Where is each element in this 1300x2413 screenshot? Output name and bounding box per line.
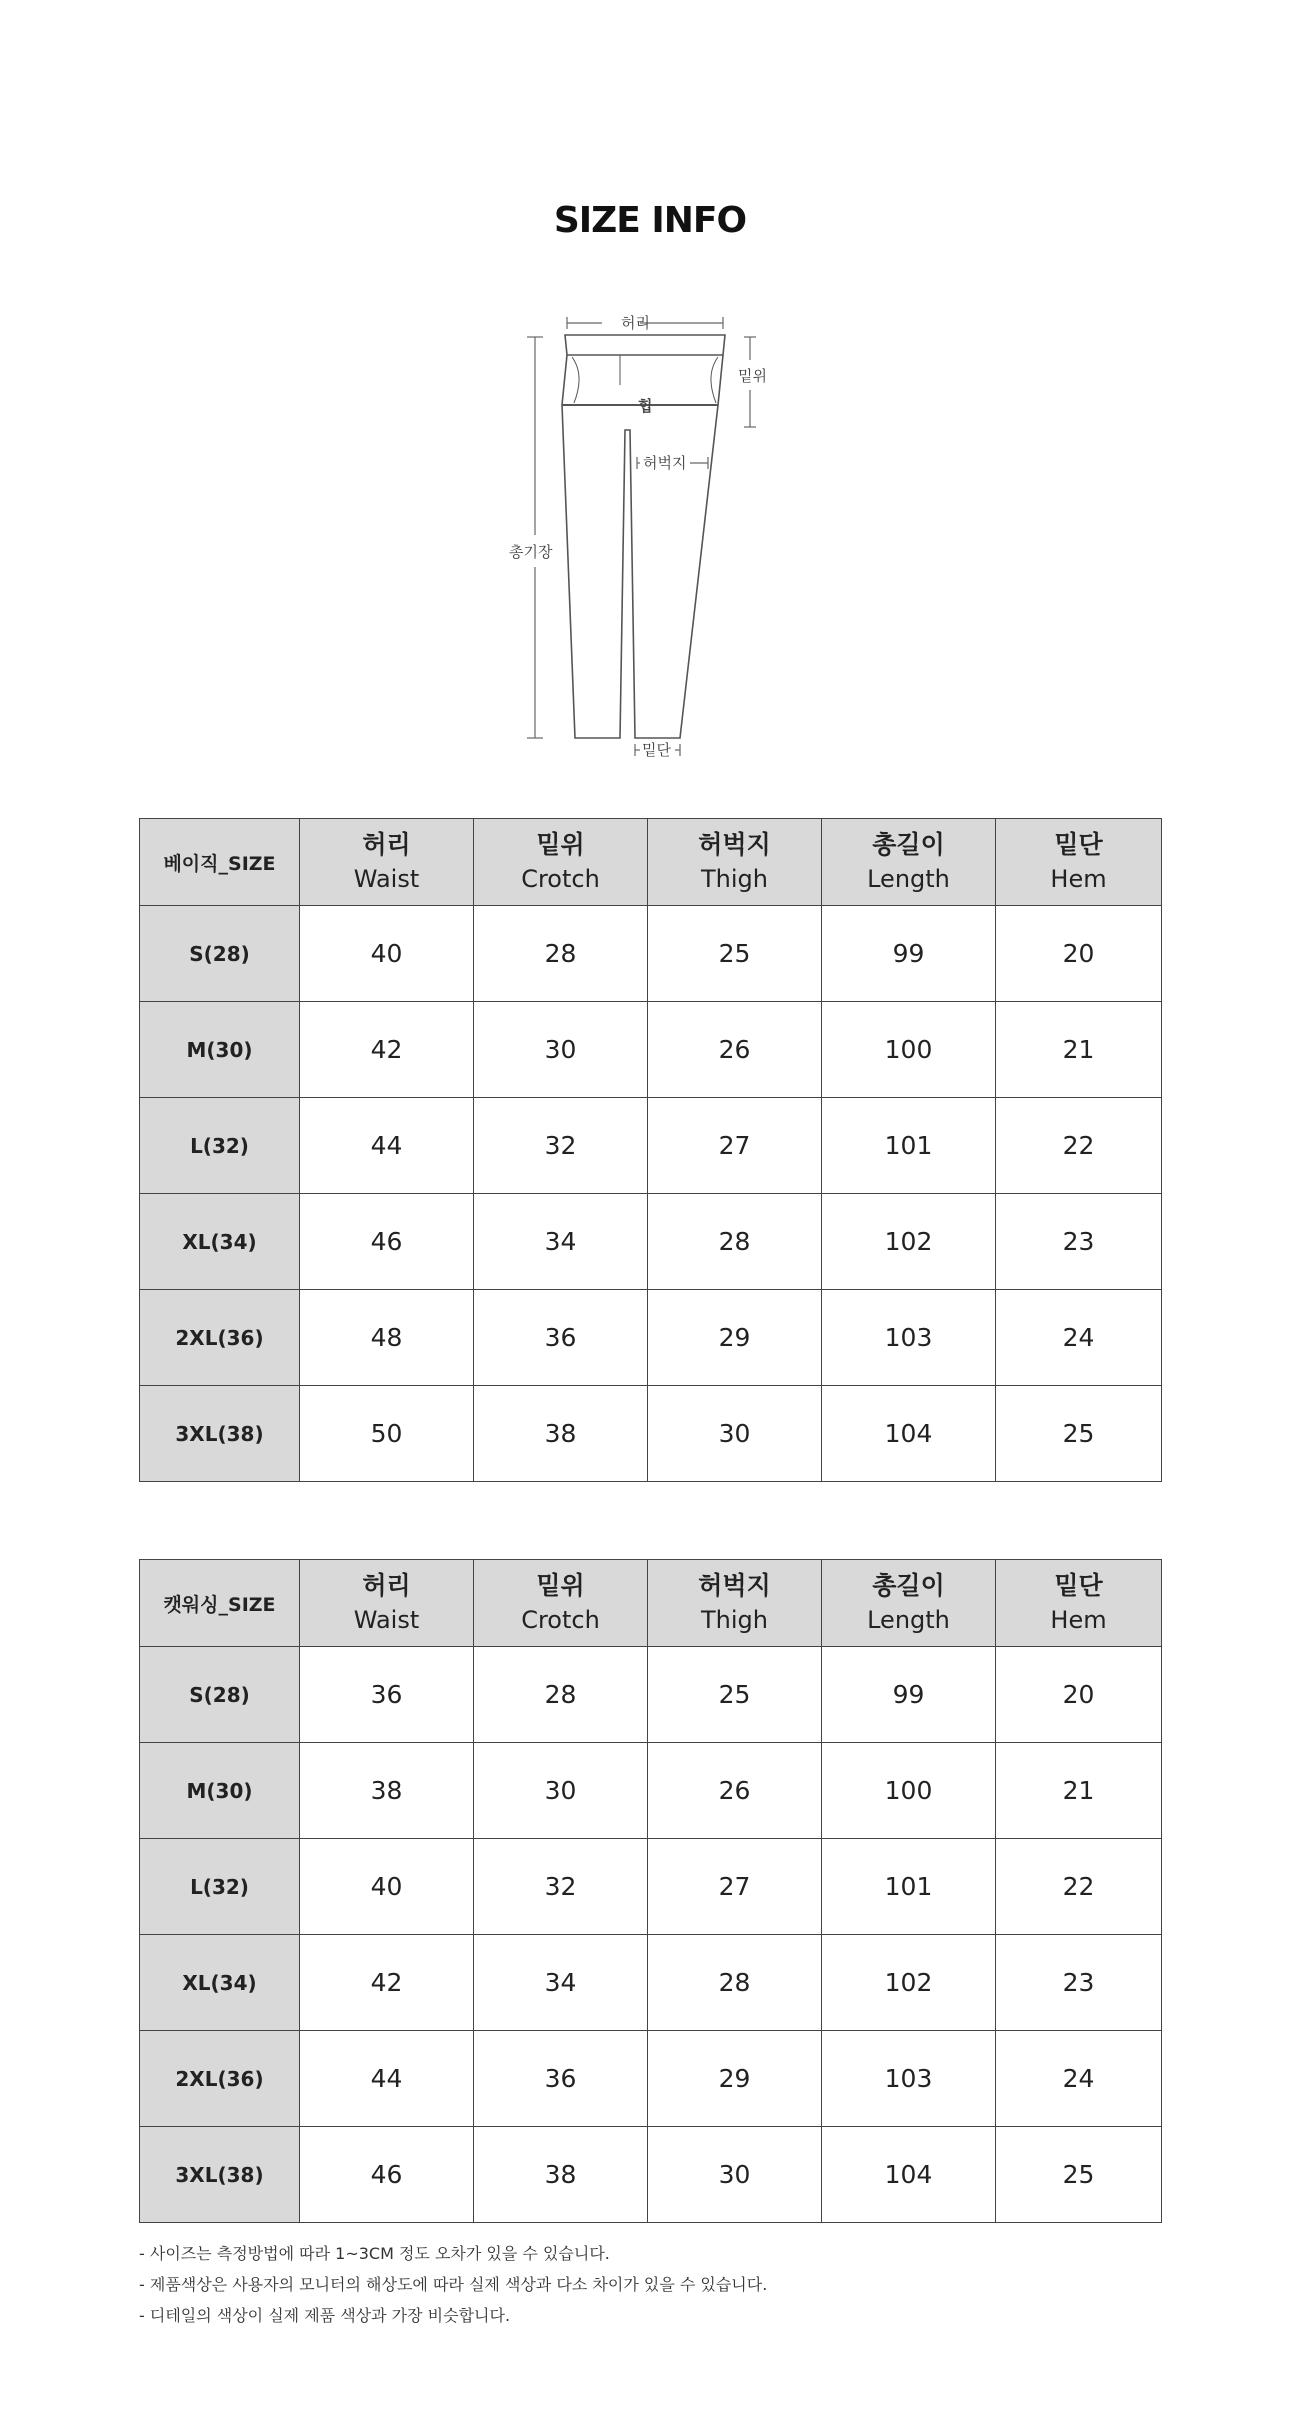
cell-thigh: 29 [648,1290,822,1386]
column-header-ko: 허리 [362,830,411,859]
note-monitor-color: - 제품색상은 사용자의 모니터의 해상도에 따라 실제 색상과 다소 차이가 있을 수 있습니다. [139,2275,768,2294]
column-header-crotch [474,1560,648,1647]
table-corner-label: 캣워싱_SIZE [140,1560,300,1647]
table-header-row [140,1560,1162,1647]
row-size-label: L(32) [140,1098,300,1194]
note-detail-color: - 디테일의 색상이 실제 제품 색상과 가장 비슷합니다. [139,2306,511,2325]
cell-length: 101 [822,1098,996,1194]
cell-thigh: 28 [648,1194,822,1290]
cell-hem: 20 [996,906,1162,1002]
table-row [140,1098,1162,1194]
cell-hem: 21 [996,1743,1162,1839]
row-size-label: L(32) [140,1839,300,1935]
table-row [140,1839,1162,1935]
cell-hem: 20 [996,1647,1162,1743]
diagram-label-length: 총기장 [509,543,553,561]
cell-length: 100 [822,1743,996,1839]
cell-crotch: 32 [474,1098,648,1194]
column-header-thigh [648,1560,822,1647]
diagram-label-waist: 허리 [621,314,650,332]
note-measurement-tolerance: - 사이즈는 측정방법에 따라 1~3CM 정도 오차가 있을 수 있습니다. [139,2244,610,2263]
table-row [140,1647,1162,1743]
cell-hem: 21 [996,1002,1162,1098]
cell-thigh: 26 [648,1743,822,1839]
diagram-label-hem: 밑단 [642,741,671,759]
cell-waist: 36 [300,1647,474,1743]
column-header-ko: 총길이 [872,1571,945,1600]
table-row [140,1002,1162,1098]
diagram-label-crotch: 밑위 [738,367,767,385]
cell-waist: 44 [300,2031,474,2127]
cell-length: 102 [822,1935,996,2031]
table-row [140,1290,1162,1386]
column-header-ko: 밑위 [536,1571,585,1600]
table-row [140,1194,1162,1290]
column-header-ko: 허벅지 [698,1571,771,1600]
table-row [140,906,1162,1002]
cell-thigh: 29 [648,2031,822,2127]
cell-hem: 22 [996,1839,1162,1935]
table-row [140,2031,1162,2127]
row-size-label: 3XL(38) [140,2127,300,2223]
cell-waist: 40 [300,1839,474,1935]
cell-length: 104 [822,2127,996,2223]
cell-thigh: 27 [648,1098,822,1194]
column-header-ko: 밑단 [1054,1571,1103,1600]
cell-hem: 23 [996,1194,1162,1290]
cell-crotch: 34 [474,1194,648,1290]
cell-waist: 40 [300,906,474,1002]
column-header-ko: 밑위 [536,830,585,859]
column-header-en: Waist [353,865,420,893]
cell-waist: 42 [300,1935,474,2031]
cell-length: 103 [822,2031,996,2127]
row-size-label: M(30) [140,1743,300,1839]
table-header-row [140,819,1162,906]
size-table-catwashing [139,1559,1162,2223]
cell-hem: 24 [996,2031,1162,2127]
column-header-en: Length [867,1606,950,1634]
row-size-label: M(30) [140,1002,300,1098]
cell-waist: 42 [300,1002,474,1098]
column-header-ko: 총길이 [872,830,945,859]
column-header-thigh [648,819,822,906]
row-size-label: 2XL(36) [140,2031,300,2127]
cell-crotch: 38 [474,2127,648,2223]
column-header-ko: 허벅지 [698,830,771,859]
pants-measurement-diagram [490,305,790,765]
cell-hem: 25 [996,1386,1162,1482]
cell-thigh: 26 [648,1002,822,1098]
cell-waist: 46 [300,2127,474,2223]
cell-crotch: 36 [474,2031,648,2127]
cell-hem: 22 [996,1098,1162,1194]
cell-crotch: 32 [474,1839,648,1935]
column-header-ko: 밑단 [1054,830,1103,859]
column-header-length [822,819,996,906]
column-header-en: Thigh [701,865,768,893]
column-header-waist [300,1560,474,1647]
cell-thigh: 27 [648,1839,822,1935]
column-header-hem [996,819,1162,906]
cell-crotch: 28 [474,906,648,1002]
cell-length: 102 [822,1194,996,1290]
cell-waist: 44 [300,1098,474,1194]
table-row [140,1743,1162,1839]
column-header-en: Thigh [701,1606,768,1634]
cell-thigh: 28 [648,1935,822,2031]
row-size-label: S(28) [140,1647,300,1743]
cell-waist: 50 [300,1386,474,1482]
table-row [140,1935,1162,2031]
column-header-en: Crotch [521,865,600,893]
cell-length: 104 [822,1386,996,1482]
cell-crotch: 30 [474,1743,648,1839]
cell-length: 99 [822,1647,996,1743]
column-header-hem [996,1560,1162,1647]
cell-waist: 46 [300,1194,474,1290]
diagram-label-hip: 힙 [638,397,653,415]
cell-crotch: 34 [474,1935,648,2031]
cell-length: 103 [822,1290,996,1386]
page-title: SIZE INFO [553,200,747,241]
pants-outline-illustration [490,305,790,765]
row-size-label: 2XL(36) [140,1290,300,1386]
row-size-label: S(28) [140,906,300,1002]
column-header-length [822,1560,996,1647]
row-size-label: XL(34) [140,1935,300,2031]
cell-crotch: 28 [474,1647,648,1743]
cell-thigh: 30 [648,2127,822,2223]
column-header-ko: 허리 [362,1571,411,1600]
cell-crotch: 36 [474,1290,648,1386]
size-table-basic [139,818,1162,1482]
cell-hem: 25 [996,2127,1162,2223]
cell-crotch: 38 [474,1386,648,1482]
column-header-en: Hem [1050,1606,1107,1634]
cell-crotch: 30 [474,1002,648,1098]
cell-length: 99 [822,906,996,1002]
column-header-en: Waist [353,1606,420,1634]
row-size-label: XL(34) [140,1194,300,1290]
table-corner-label: 베이직_SIZE [140,819,300,906]
diagram-label-thigh: 허벅지 [643,454,687,472]
cell-hem: 23 [996,1935,1162,2031]
cell-hem: 24 [996,1290,1162,1386]
cell-waist: 38 [300,1743,474,1839]
column-header-en: Hem [1050,865,1107,893]
cell-thigh: 25 [648,906,822,1002]
table-row [140,2127,1162,2223]
table-row [140,1386,1162,1482]
column-header-crotch [474,819,648,906]
cell-length: 101 [822,1839,996,1935]
cell-waist: 48 [300,1290,474,1386]
column-header-en: Crotch [521,1606,600,1634]
cell-thigh: 25 [648,1647,822,1743]
cell-thigh: 30 [648,1386,822,1482]
column-header-en: Length [867,865,950,893]
column-header-waist [300,819,474,906]
cell-length: 100 [822,1002,996,1098]
row-size-label: 3XL(38) [140,1386,300,1482]
size-notes [139,2245,1161,2338]
